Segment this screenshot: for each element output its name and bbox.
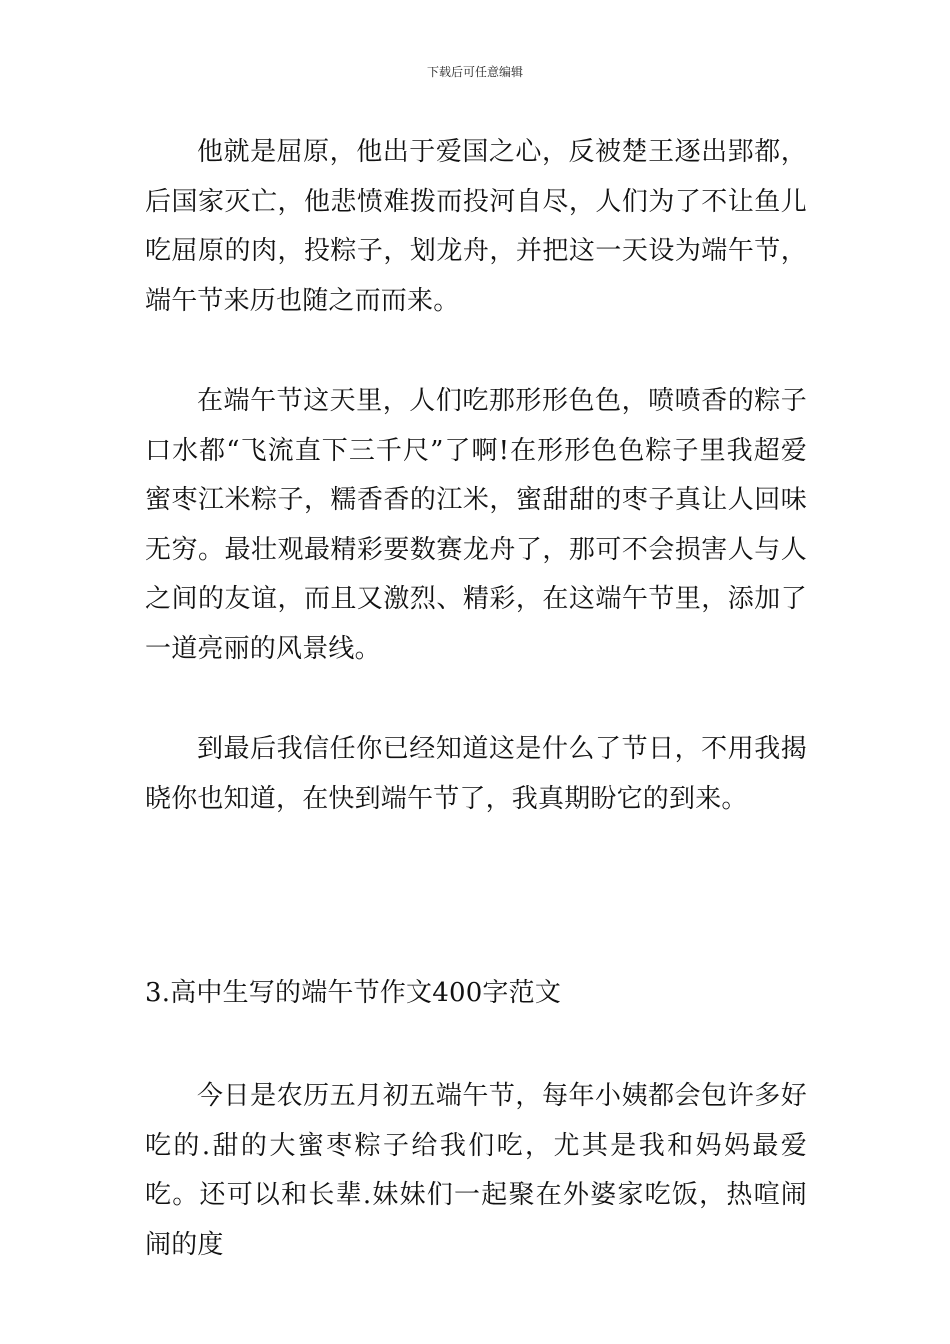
section-spacer	[145, 824, 807, 969]
paragraph-spacer	[145, 674, 807, 725]
paragraph-spacer	[145, 1018, 807, 1072]
paragraph-qu-yuan: 他就是屈原，他出于爱国之心，反被楚王逐出郢都，后国家灭亡，他悲愤难拨而投河自尽，人们为了不让鱼儿吃屈原的肉，投粽子，划龙舟，并把这一天设为端午节，端午节来历也随之而而来。	[145, 137, 807, 316]
document-body	[145, 128, 807, 1270]
paragraph-spacer	[145, 326, 807, 377]
paragraph-zongzi-dragon-boat: 在端午节这天里，人们吃那形形色色，喷喷香的粽子口水都“飞流直下三千尺”了啊!在形形色色粽子里我超爱蜜枣江米粽子，糯香香的江米，蜜甜甜的枣子真让人回味无穷。最壮观最精彩要数赛龙舟了，那可不会损害人与人之间的友谊，而且又激烈、精彩，在这端午节里，添加了一道亮丽的风景线。	[145, 386, 807, 664]
paragraph-conclusion: 到最后我信任你已经知道这是什么了节日，不用我揭晓你也知道，在快到端午节了，我真期盼它的到来。	[145, 734, 807, 814]
section-heading: 3.高中生写的端午节作文400字范文	[145, 978, 562, 1008]
header-note: 下载后可任意编辑	[426, 65, 523, 79]
paragraph-fifth-day: 今日是农历五月初五端午节，每年小姨都会包许多好吃的.甜的大蜜枣粽子给我们吃，尤其是我和妈妈最爱吃。还可以和长辈.妹妹们一起聚在外婆家吃饭，热喧闹闹的度	[145, 1081, 807, 1260]
